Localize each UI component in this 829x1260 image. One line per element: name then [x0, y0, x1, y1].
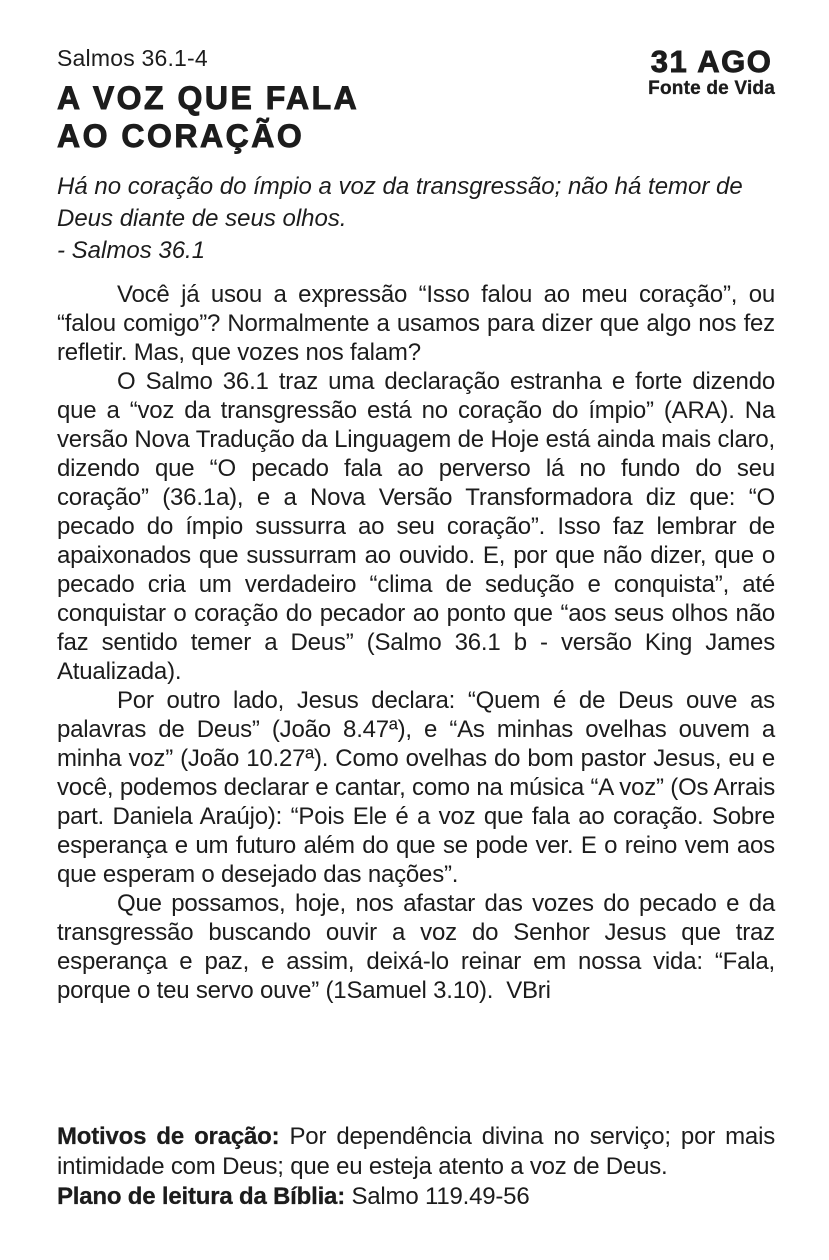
date-box	[648, 44, 775, 100]
verse-text: Há no coração do ímpio a voz da transgressão; não há temor de Deus diante de seus olhos.	[57, 173, 743, 232]
header-left	[57, 44, 359, 155]
brand-label: Fonte de Vida	[648, 78, 775, 99]
date-label: 31 AGO	[650, 44, 773, 79]
verse-citation: - Salmos 36.1	[57, 237, 206, 264]
page-header	[57, 44, 775, 155]
body-text	[57, 280, 775, 1005]
prayer-motives-label: Motivos de oração:	[57, 1123, 280, 1150]
passage-reference: Salmos 36.1-4	[57, 45, 208, 71]
verse-block	[57, 171, 775, 267]
prayer-motives-text: Por dependência divina no serviço; por mais intimidade com Deus; que eu esteja atento a voz de Deus.	[57, 1123, 775, 1180]
page-title	[57, 79, 359, 155]
body-paragraph-3: Por outro lado, Jesus declara: “Quem é de Deus ouve as palavras de Deus” (João 8.47ª), e “As minhas ovelhas ouvem a minha voz” (João 10.27ª). Como ovelhas do bom pastor Jesus, eu e você, podemos declarar e cantar, como na música “A voz” (Os Arrais part. Daniela Araújo): “Pois Ele é a voz que fala ao coração. Sobre esperança e um futuro além do que se pode ver. E o reino vem aos que esperam o desejado das nações”.	[57, 687, 775, 888]
body-paragraph-4: Que possamos, hoje, nos afastar das vozes do pecado e da transgressão buscando ouvir a voz do Senhor Jesus que traz esperança e paz, e assim, deixá-lo reinar em nossa vida: “Fala, porque o teu servo ouve” (1Samuel 3.10). VBri	[57, 890, 775, 1004]
page-title-line-2: AO CORAÇÃO	[57, 118, 305, 154]
reading-plan-label: Plano de leitura da Bíblia:	[57, 1183, 345, 1210]
page-footer	[57, 1122, 775, 1212]
page-title-line-1: A VOZ QUE FALA	[57, 80, 360, 116]
reading-plan	[57, 1182, 775, 1212]
reading-plan-text: Salmo 119.49-56	[351, 1183, 530, 1210]
body-paragraph-1: Você já usou a expressão “Isso falou ao meu coração”, ou “falou comigo”? Normalmente a usamos para dizer que algo nos fez refletir. Mas, que vozes nos falam?	[57, 281, 775, 366]
prayer-motives	[57, 1122, 775, 1182]
body-paragraph-2: O Salmo 36.1 traz uma declaração estranha e forte dizendo que a “voz da transgressão está no coração do ímpio” (ARA). Na versão Nova Tradução da Linguagem de Hoje está ainda mais claro, dizendo que “O pecado fala ao perverso lá no fundo do seu coração” (36.1a), e a Nova Versão Transformadora diz que: “O pecado do ímpio sussurra ao seu coração”. Isso faz lembrar de apaixonados que sussurram ao ouvido. E, por que não dizer, que o pecado cria um verdadeiro “clima de sedução e conquista”, até conquistar o coração do pecador ao ponto que “aos seus olhos não faz sentido temer a Deus” (Salmo 36.1 b - versão King James Atualizada).	[57, 368, 775, 685]
